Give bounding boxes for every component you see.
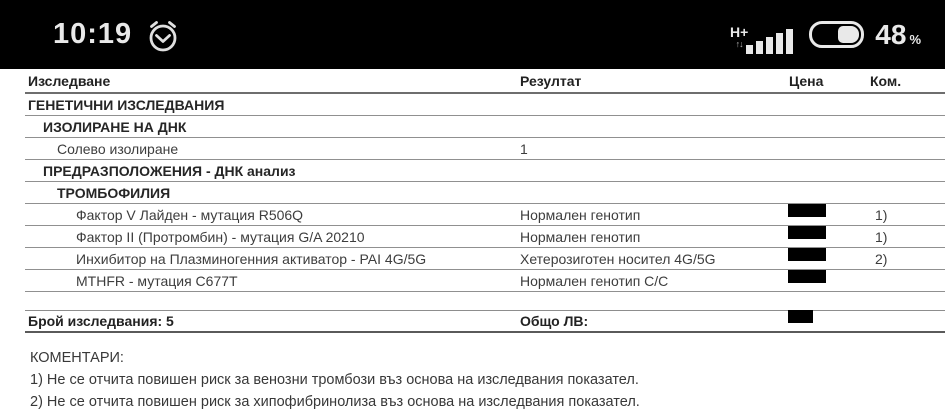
signal-bars-icon	[746, 26, 796, 54]
test-name: MTHFR - мутация C677T	[76, 273, 238, 289]
battery-percent: 48	[875, 18, 907, 50]
redacted-price-box	[788, 270, 826, 283]
comments-section	[0, 347, 945, 413]
table-row	[0, 226, 945, 248]
result-value: Нормален генотип C/C	[520, 273, 669, 289]
tests-count-label: Брой изследвания: 5	[28, 313, 174, 329]
totals-row	[0, 310, 945, 333]
table-header-row	[0, 69, 945, 94]
comment-ref: 2)	[875, 251, 888, 267]
column-header-result: Резултат	[520, 73, 582, 89]
data-activity-arrows-icon: ↑↓	[735, 39, 743, 49]
column-header-comment: Ком.	[870, 73, 902, 89]
result-value: Нормален генотип	[520, 229, 641, 245]
comment-ref: 1)	[875, 229, 888, 245]
table-row	[0, 270, 945, 292]
comment-ref: 1)	[875, 207, 888, 223]
test-name: ПРЕДРАЗПОЛОЖЕНИЯ - ДНК анализ	[43, 163, 296, 179]
network-type-label: H+	[729, 24, 749, 40]
table-row-section	[0, 160, 945, 182]
comments-title: КОМЕНТАРИ:	[30, 350, 124, 366]
comment-line: 2) Не се отчита повишен риск за хипофибринолиза въз основа на изследвания показател.	[30, 394, 640, 410]
table-row	[0, 248, 945, 270]
clock-time: 10:19	[53, 18, 133, 50]
column-header-price: Цена	[789, 73, 824, 89]
redacted-price-box	[788, 204, 826, 217]
test-name: Солево изолиране	[57, 141, 179, 157]
battery-level-fill	[838, 26, 859, 43]
test-name: ИЗОЛИРАНЕ НА ДНК	[43, 119, 187, 135]
result-value: Хетерозиготен носител 4G/5G	[520, 251, 716, 267]
result-value: Нормален генотип	[520, 207, 641, 223]
test-name: ТРОМБОФИЛИЯ	[57, 185, 171, 201]
status-bar	[0, 0, 945, 69]
table-row-section	[0, 116, 945, 138]
column-header-test: Изследване	[28, 73, 111, 89]
test-name: Инхибитор на Плазминогенния активатор - PAI 4G/5G	[76, 251, 427, 267]
table-row-section	[0, 182, 945, 204]
alarm-clock-icon	[145, 18, 181, 54]
test-name: ГЕНЕТИЧНИ ИЗСЛЕДВАНИЯ	[28, 97, 225, 113]
network-type-indicator	[730, 26, 748, 49]
battery-percent-sign: %	[909, 31, 921, 47]
battery-icon	[809, 21, 864, 48]
test-name: Фактор II (Протромбин) - мутация G/A 20210	[76, 229, 365, 245]
table-row	[0, 204, 945, 226]
redacted-price-box	[788, 226, 826, 239]
redacted-total-box	[788, 310, 813, 323]
total-price-label: Общо ЛВ:	[520, 313, 589, 329]
test-name: Фактор V Лайден - мутация R506Q	[76, 207, 304, 223]
redacted-price-box	[788, 248, 826, 261]
result-value: 1	[520, 141, 528, 157]
lab-results-table	[0, 69, 945, 333]
comment-line: 1) Не се отчита повишен риск за венозни тромбози въз основа на изследвания показател.	[30, 372, 639, 388]
table-row-section	[0, 94, 945, 116]
table-row	[0, 138, 945, 160]
